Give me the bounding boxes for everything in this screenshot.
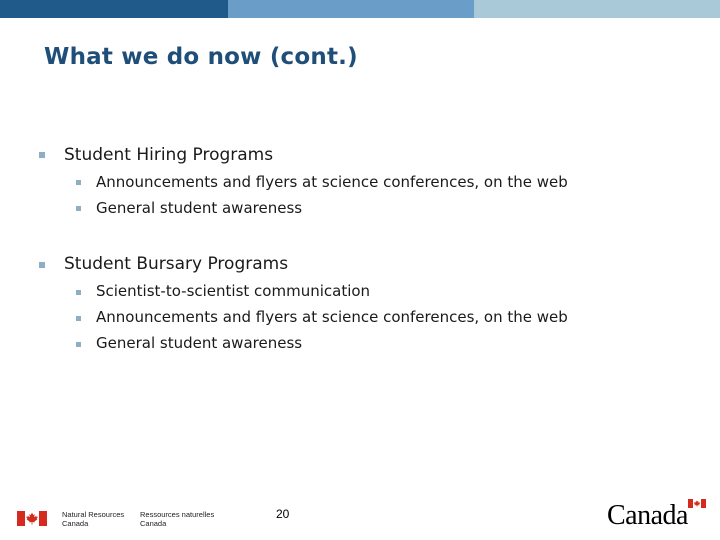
list-item: Announcements and flyers at science conferences, on the web (96, 308, 568, 326)
bullet-icon (76, 342, 81, 347)
section-heading: Student Hiring Programs (64, 145, 274, 165)
list-item: Scientist-to-scientist communication (96, 282, 371, 300)
department-name-french: Ressources naturelles Canada (140, 510, 215, 528)
bullet-icon (76, 206, 81, 211)
list-item: General student awareness (96, 199, 303, 217)
canada-wordmark: Canada (607, 500, 688, 531)
bullet-icon (76, 316, 81, 321)
top-bar-segment-light (474, 0, 720, 18)
bullet-icon (76, 180, 81, 185)
top-color-bar (0, 0, 720, 18)
maple-leaf-icon (25, 512, 39, 525)
page-number: 20 (276, 507, 290, 521)
bullet-icon (39, 262, 45, 268)
bullet-icon (76, 290, 81, 295)
department-name-english: Natural Resources Canada (62, 510, 125, 528)
wordmark-flag-icon (688, 499, 706, 508)
canada-flag-icon (17, 511, 47, 526)
list-item: General student awareness (96, 334, 303, 352)
top-bar-segment-dark (0, 0, 228, 18)
slide-title: What we do now (cont.) (44, 44, 358, 70)
section-heading: Student Bursary Programs (64, 254, 289, 274)
bullet-icon (39, 152, 45, 158)
footer (0, 480, 720, 540)
list-item: Announcements and flyers at science conferences, on the web (96, 173, 568, 191)
top-bar-segment-medium (228, 0, 474, 18)
